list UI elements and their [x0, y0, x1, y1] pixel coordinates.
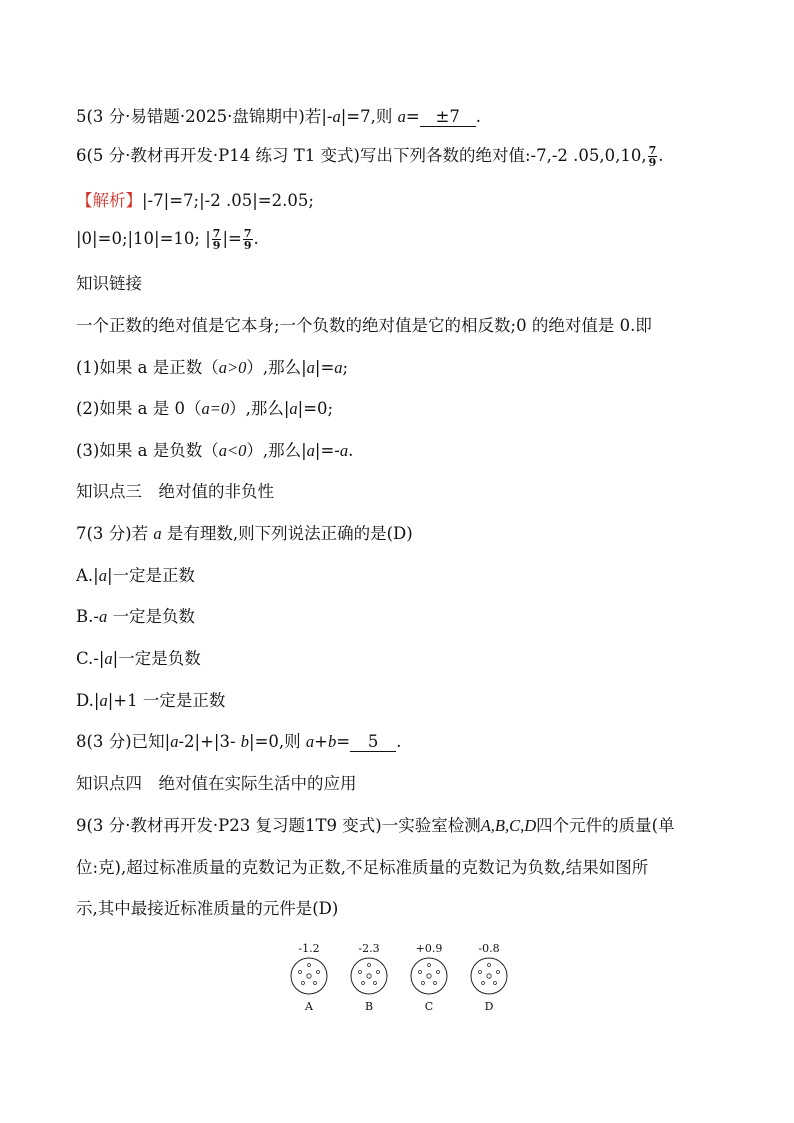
section-3-heading: 知识点三 绝对值的非负性 [76, 482, 274, 501]
question-9-line-1: 9(3 分·教材再开发·P23 复习题1T9 变式)一实验室检测A,B,C,D四个元件的质量(单 [76, 816, 675, 835]
question-7: 7(3 分)若 a 是有理数,则下列说法正确的是(D) [76, 524, 413, 543]
question-9-line-3: 示,其中最接近标准质量的元件是(D) [76, 899, 339, 918]
knowledge-link-heading: 知识链接 [76, 274, 142, 293]
components-figure [286, 942, 516, 1014]
component-value: +0.9 [415, 942, 443, 955]
q7-option-a: A.|a|一定是正数 [76, 566, 196, 585]
q7-option-b: B.-a 一定是负数 [76, 607, 195, 626]
component-b [346, 942, 392, 1014]
question-9-line-2: 位:克),超过标准质量的克数记为正数,不足标准质量的克数记为负数,结果如图所 [76, 858, 649, 877]
knowledge-link-text: 一个正数的绝对值是它本身;一个负数的绝对值是它的相反数;0 的绝对值是 0.即 [76, 316, 652, 335]
knowledge-case-2: (2)如果 a 是 0（a=0）,那么|a|=0; [76, 399, 334, 418]
component-disc-icon [347, 956, 391, 996]
fraction-7-9: $\frac{7}{9}$ [243, 227, 252, 252]
question-6: 6(5 分·教材再开发·P14 练习 T1 变式)写出下列各数的绝对值:-7,-2 .05,0,10, $\frac{7}{9}$ . [76, 144, 664, 169]
q5-answer-blank: ±7 [420, 108, 476, 127]
question-8: 8(3 分)已知|a-2|+|3- b|=0,则 a+b= 5 . [76, 732, 402, 751]
component-disc-icon [467, 956, 511, 996]
component-disc-icon [407, 956, 451, 996]
component-a [286, 942, 332, 1014]
component-value: -0.8 [478, 942, 500, 955]
q7-option-d: D.|a|+1 一定是正数 [76, 691, 226, 710]
fraction-7-9: $\frac{7}{9}$ [212, 227, 221, 252]
analysis-tag: 【解析】 [76, 191, 142, 210]
fraction-7-9: $\frac{7}{9}$ [648, 144, 657, 169]
component-value: -2.3 [358, 942, 380, 955]
section-4-heading: 知识点四 绝对值在实际生活中的应用 [76, 774, 357, 793]
component-value: -1.2 [298, 942, 320, 955]
q8-answer-blank: 5 [350, 733, 396, 752]
q7-option-c: C.-|a|一定是负数 [76, 649, 201, 668]
question-5: 5(3 分·易错题·2025·盘锦期中)若|-a|=7,则 a= ±7 . [76, 107, 481, 126]
component-label: C [424, 1000, 434, 1013]
knowledge-case-3: (3)如果 a 是负数（a<0）,那么|a|=-a. [76, 441, 354, 460]
component-label: B [364, 1000, 374, 1013]
knowledge-case-1: (1)如果 a 是正数（a>0）,那么|a|=a; [76, 358, 349, 377]
analysis-line-1: 【解析】|-7|=7;|-2 .05|=2.05; [76, 191, 314, 210]
component-label: D [484, 1000, 494, 1013]
analysis-line-2: |0|=0;|10|=10; | $\frac{7}{9}$ |= $\frac{7}{9}$ . [76, 227, 259, 252]
component-c [406, 942, 452, 1014]
component-label: A [305, 1000, 313, 1013]
component-d [466, 942, 512, 1014]
component-disc-icon [287, 956, 331, 996]
